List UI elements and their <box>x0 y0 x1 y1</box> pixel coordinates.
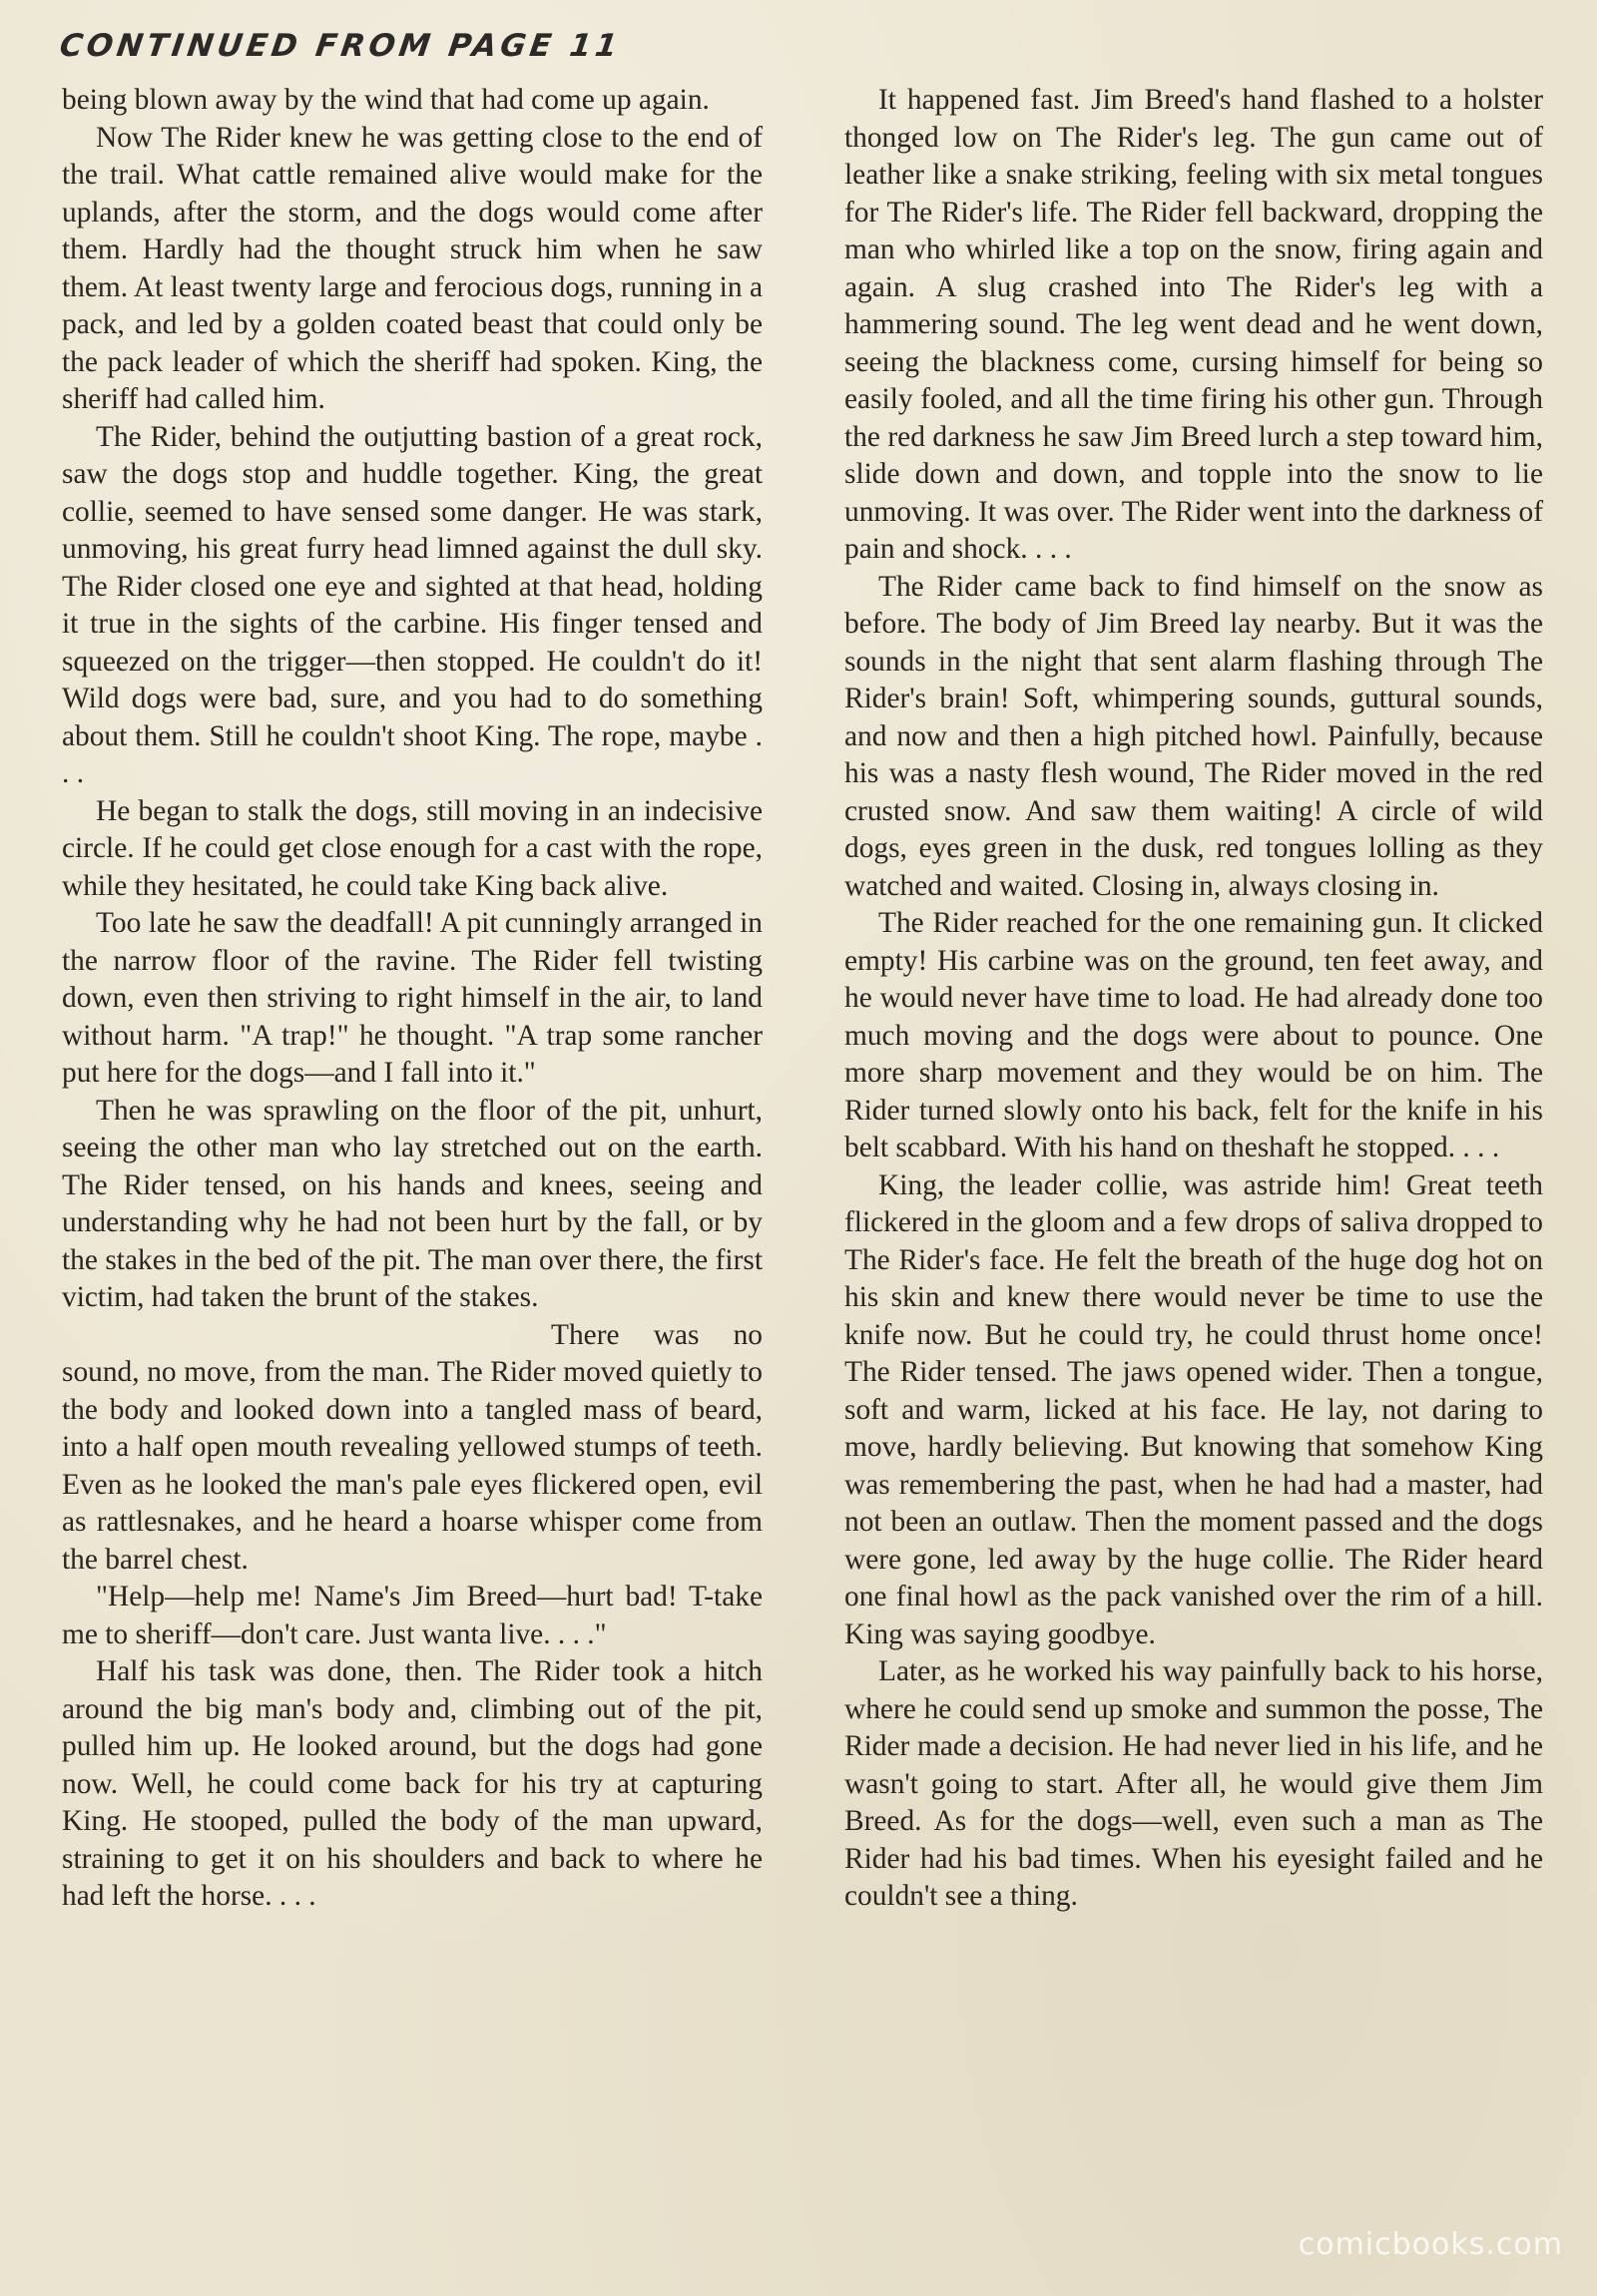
left-column <box>62 82 763 1916</box>
paragraph: The Rider came back to find himself on the snow as before. The body of Jim Breed lay nearby. But it was the sounds in the night that sent alarm flashing through The Rider's brain! Soft, whimpering sounds, guttural sounds, and now and then a high pitched howl. Painfully, because his was a nasty flesh wound, The Rider moved in the red crusted snow. And saw them waiting! A circle of wild dogs, eyes green in the dusk, red tongues lolling as they watched and waited. Closing in, always closing in. <box>844 570 1543 902</box>
paragraph: He began to stalk the dogs, still moving in an indecisive circle. If he could get close enough for a cast with the rope, while they hesitated, he could take King back alive. <box>62 794 763 902</box>
paragraph: Too late he saw the deadfall! A pit cunningly arranged in the narrow floor of the ravine. The Rider fell twisting down, even then striving to right himself in the air, to land without harm. "A trap!" he thought. "A trap some rancher put here for the dogs—and I fall into it." <box>62 907 763 1089</box>
paragraph: being blown away by the wind that had come up again. <box>62 84 710 116</box>
paragraph: It happened fast. Jim Breed's hand flashed to a holster thonged low on The Rider's leg. The gun came out of leather like a snake striking, feeling with six metal tongues for The Rider's life. The Rider fell backward, dropping the man who whirled like a top on the snow, firing again and again. A slug crashed into The Rider's leg with a hammering sound. The leg went dead and he went down, seeing the blackness come, cursing himself for being so easily fooled, and all the time firing his other gun. Through the red darkness he saw Jim Breed lurch a step toward him, slide down and down, and topple into the snow to lie unmoving. It was over. The Rider went into the darkness of pain and shock. . . . <box>844 84 1543 565</box>
watermark: comicbooks.com <box>1298 2227 1563 2262</box>
paragraph: Half his task was done, then. The Rider took a hitch around the big man's body and, climbing out of the pit, pulled him up. He looked around, but the dogs had gone now. Well, he could come back for his try at capturing King. He stooped, pulled the body of the man upward, straining to get it on his shoulders and back to where he had left the horse. . . . <box>62 1655 763 1912</box>
paragraph: The Rider reached for the one remaining gun. It clicked empty! His carbine was on the ground, ten feet away, and he would never have time to load. He had already done too much moving and the dogs were about to pounce. One more sharp movement and they would be on him. The Rider turned slowly onto his back, felt for the knife in his belt scabbard. With his hand on theshaft he stopped. . . . <box>844 907 1543 1163</box>
continued-header: CONTINUED FROM PAGE 11 <box>57 28 624 64</box>
paragraph: King, the leader collie, was astride him! Great teeth flickered in the gloom and a few drops of saliva dropped to The Rider's face. He felt the breath of the huge dog hot on his skin and knew there would never be time to use the knife now. But he could try, he could thrust home once! The Rider tensed. The jaws opened wider. Then a tongue, soft and warm, licked at his face. He lay, not daring to move, hardly believing. But knowing that somehow King was remembering the past, when he had had a master, had not been an outlaw. Then the moment passed and the dogs were gone, led away by the huge collie. The Rider heard one final howl as the pack vanished over the rim of a hill. King was saying goodbye. <box>844 1168 1543 1650</box>
paragraph: Later, as he worked his way painfully back to his horse, where he could send up smoke and summon the posse, The Rider made a decision. He had never lied in his life, and he wasn't going to start. After all, he would give them Jim Breed. As for the dogs—well, even such a man as The Rider had his bad times. When his eyesight failed and he couldn't see a thing. <box>844 1655 1543 1912</box>
paragraph: "Help—help me! Name's Jim Breed—hurt bad! T-take me to sheriff—don't care. Just wanta live. . . ." <box>62 1581 763 1650</box>
paragraph-text: There was no sound, no move, from the man. The Rider moved quietly to the body and looked down into a tangled mass of beard, into a half open mouth revealing yellowed stumps of teeth. Even as he looked the man's pale eyes flickered open, evil as rattlesnakes, and he heard a hoarse whisper come from the barrel chest. <box>62 1318 763 1576</box>
paragraph-after-gap <box>62 1317 763 1580</box>
right-column <box>844 82 1543 1916</box>
paragraph: Now The Rider knew he was getting close to the end of the trail. What cattle remained alive would make for the uplands, after the storm, and the dogs would come after them. Hardly had the thought struck him when he saw them. At least twenty large and ferocious dogs, running in a pack, and led by a golden coated beast that could only be the pack leader of which the sheriff had spoken. King, the sheriff had called him. <box>62 121 763 415</box>
paragraph: Then he was sprawling on the floor of the pit, unhurt, seeing the other man who lay stretched out on the earth. The Rider tensed, on his hands and knees, seeing and understanding why he had not been hurt by the fall, or by the stakes in the bed of the pit. The man over there, the first victim, had taken the brunt of the stakes. <box>62 1094 763 1313</box>
paragraph: The Rider, behind the outjutting bastion of a great rock, saw the dogs stop and huddle together. King, the great collie, seemed to have sensed some danger. He was stark, unmoving, his great furry head limned against the dull sky. The Rider closed one eye and sighted at that head, holding it true in the sights of the carbine. His finger tensed and squeezed on the trigger—then stopped. He couldn't do it! Wild dogs were bad, sure, and you had to do something about them. Still he couldn't shoot King. The rope, maybe . . . <box>62 420 763 789</box>
